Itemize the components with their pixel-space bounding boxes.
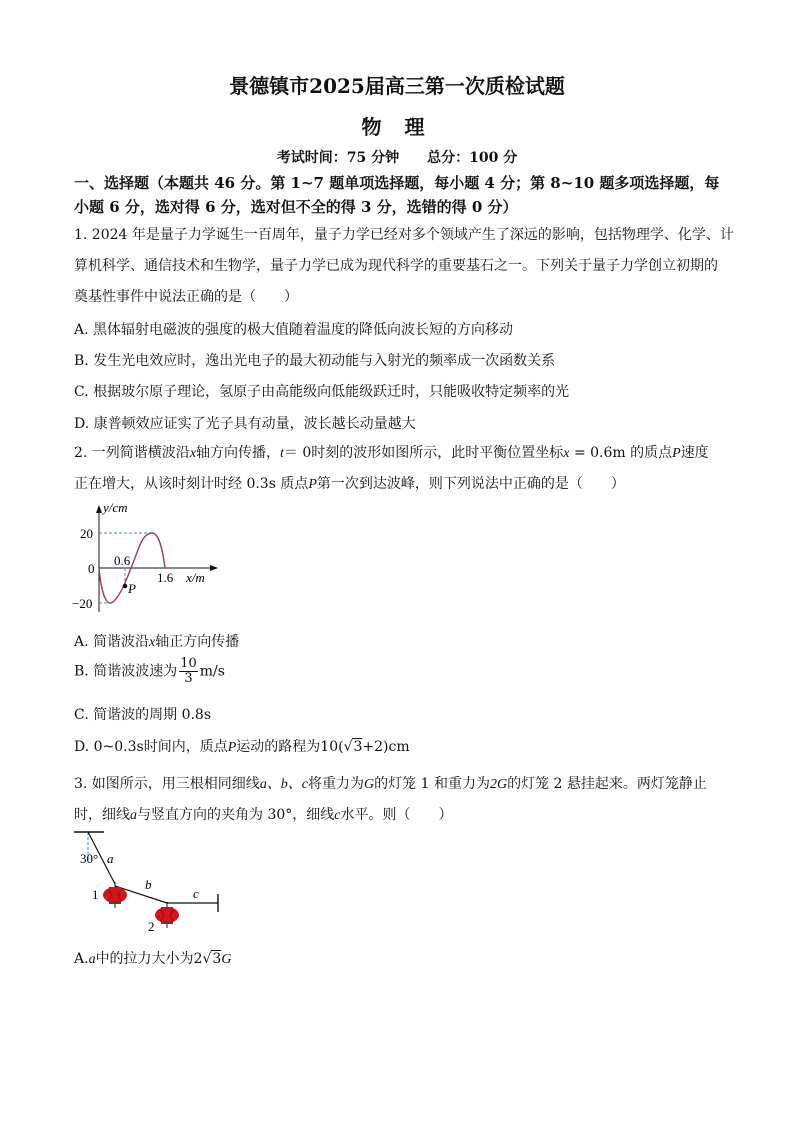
x-tick-0-6: 0.6	[114, 553, 131, 568]
lantern-2-label: 2	[148, 919, 155, 934]
exam-total-score: 总分：100 分	[427, 150, 518, 166]
y-tick-20: 20	[80, 526, 93, 541]
q1-option-c: C. 根据玻尔原子理论，氢原子由高能级向低能级跃迁时，只能吸收特定频率的光	[74, 384, 570, 400]
subject-title: 物 理	[361, 115, 433, 139]
y-axis-label: y/cm	[103, 500, 128, 515]
q2-option-d: D. 0~0.3s时间内，质点P运动的路程为10(√3+2)cm	[74, 739, 410, 755]
q2-option-c: C. 简谐波的周期 0.8s	[74, 707, 212, 723]
exam-title: 景德镇市2025届高三第一次质检试题	[229, 74, 565, 98]
exam-meta	[0, 147, 794, 167]
lantern-1-icon	[103, 882, 127, 908]
q3-stem-line1: 3. 如图所示，用三根相同细线a、b、c将重力为G的灯笼 1 和重力为2G的灯笼 2 悬挂起来。两灯笼静止	[74, 776, 707, 792]
lantern-figure	[70, 826, 230, 938]
string-c-label: c	[193, 886, 199, 901]
lantern-2-icon	[155, 902, 179, 928]
point-p-label: P	[128, 581, 136, 596]
string-b-label: b	[145, 877, 152, 892]
y-tick-minus20: −20	[72, 596, 93, 611]
string-a-label: a	[107, 851, 114, 866]
wave-speed-fraction: $\frac{10}{3}$	[180, 656, 197, 686]
q1-option-d: D. 康普顿效应证实了光子具有动量，波长越长动量越大	[74, 416, 416, 432]
x-tick-1-6: 1.6	[157, 570, 174, 585]
section-heading-line1: 一、选择题（本题共 46 分。第 1~7 题单项选择题，每小题 4 分；第 8~10 题多项选择题，每	[74, 174, 720, 192]
q1-option-a: A. 黑体辐射电磁波的强度的极大值随着温度的降低向波长短的方向移动	[74, 322, 514, 338]
y-axis-arrow-icon	[96, 505, 102, 513]
x-axis-label: x/m	[186, 570, 205, 585]
y-tick-0: 0	[88, 561, 95, 576]
q2-stem-line2: 正在增大，从该时刻计时经 0.3s 质点P第一次到达波峰，则下列说法中正确的是（ ）	[74, 476, 625, 492]
q1-stem-line2: 算机科学、通信技术和生物学，量子力学已成为现代科学的重要基石之一。下列关于量子力学创立初期的	[74, 258, 718, 274]
q3-stem-line2: 时，细线a与竖直方向的夹角为 30°，细线c水平。则（ ）	[74, 807, 453, 823]
lantern-1-label: 1	[92, 887, 99, 902]
q1-stem-line3: 奠基性事件中说法正确的是（ ）	[74, 289, 298, 305]
q2-stem-line1: 2. 一列简谐横波沿x轴方向传播，t＝ 0时刻的波形如图所示，此时平衡位置坐标x = 0.6m 的质点P速度	[74, 445, 709, 461]
point-p	[123, 584, 128, 589]
angle-label: 30°	[80, 851, 99, 866]
q1-option-b: B. 发生光电效应时，逸出光电子的最大初动能与入射光的频率成一次函数关系	[74, 353, 556, 369]
q2-option-b: B. 简谐波波速为 $\frac{10}{3}$ m/s	[74, 656, 225, 686]
exam-time: 考试时间：75 分钟	[276, 150, 400, 166]
q3-option-a: A.a中的拉力大小为2√3G	[74, 951, 232, 967]
x-axis-arrow-icon	[210, 565, 218, 571]
wave-graph	[70, 500, 220, 618]
section-heading-line2: 小题 6 分，选对得 6 分，选对但不全的得 3 分，选错的得 0 分）	[74, 198, 518, 216]
q2-option-a: A. 简谐波沿x轴正方向传播	[74, 634, 240, 650]
q1-stem-line1: 1. 2024 年是量子力学诞生一百周年，量子力学已经对多个领域产生了深远的影响，包括物理学、化学、计	[74, 227, 734, 243]
